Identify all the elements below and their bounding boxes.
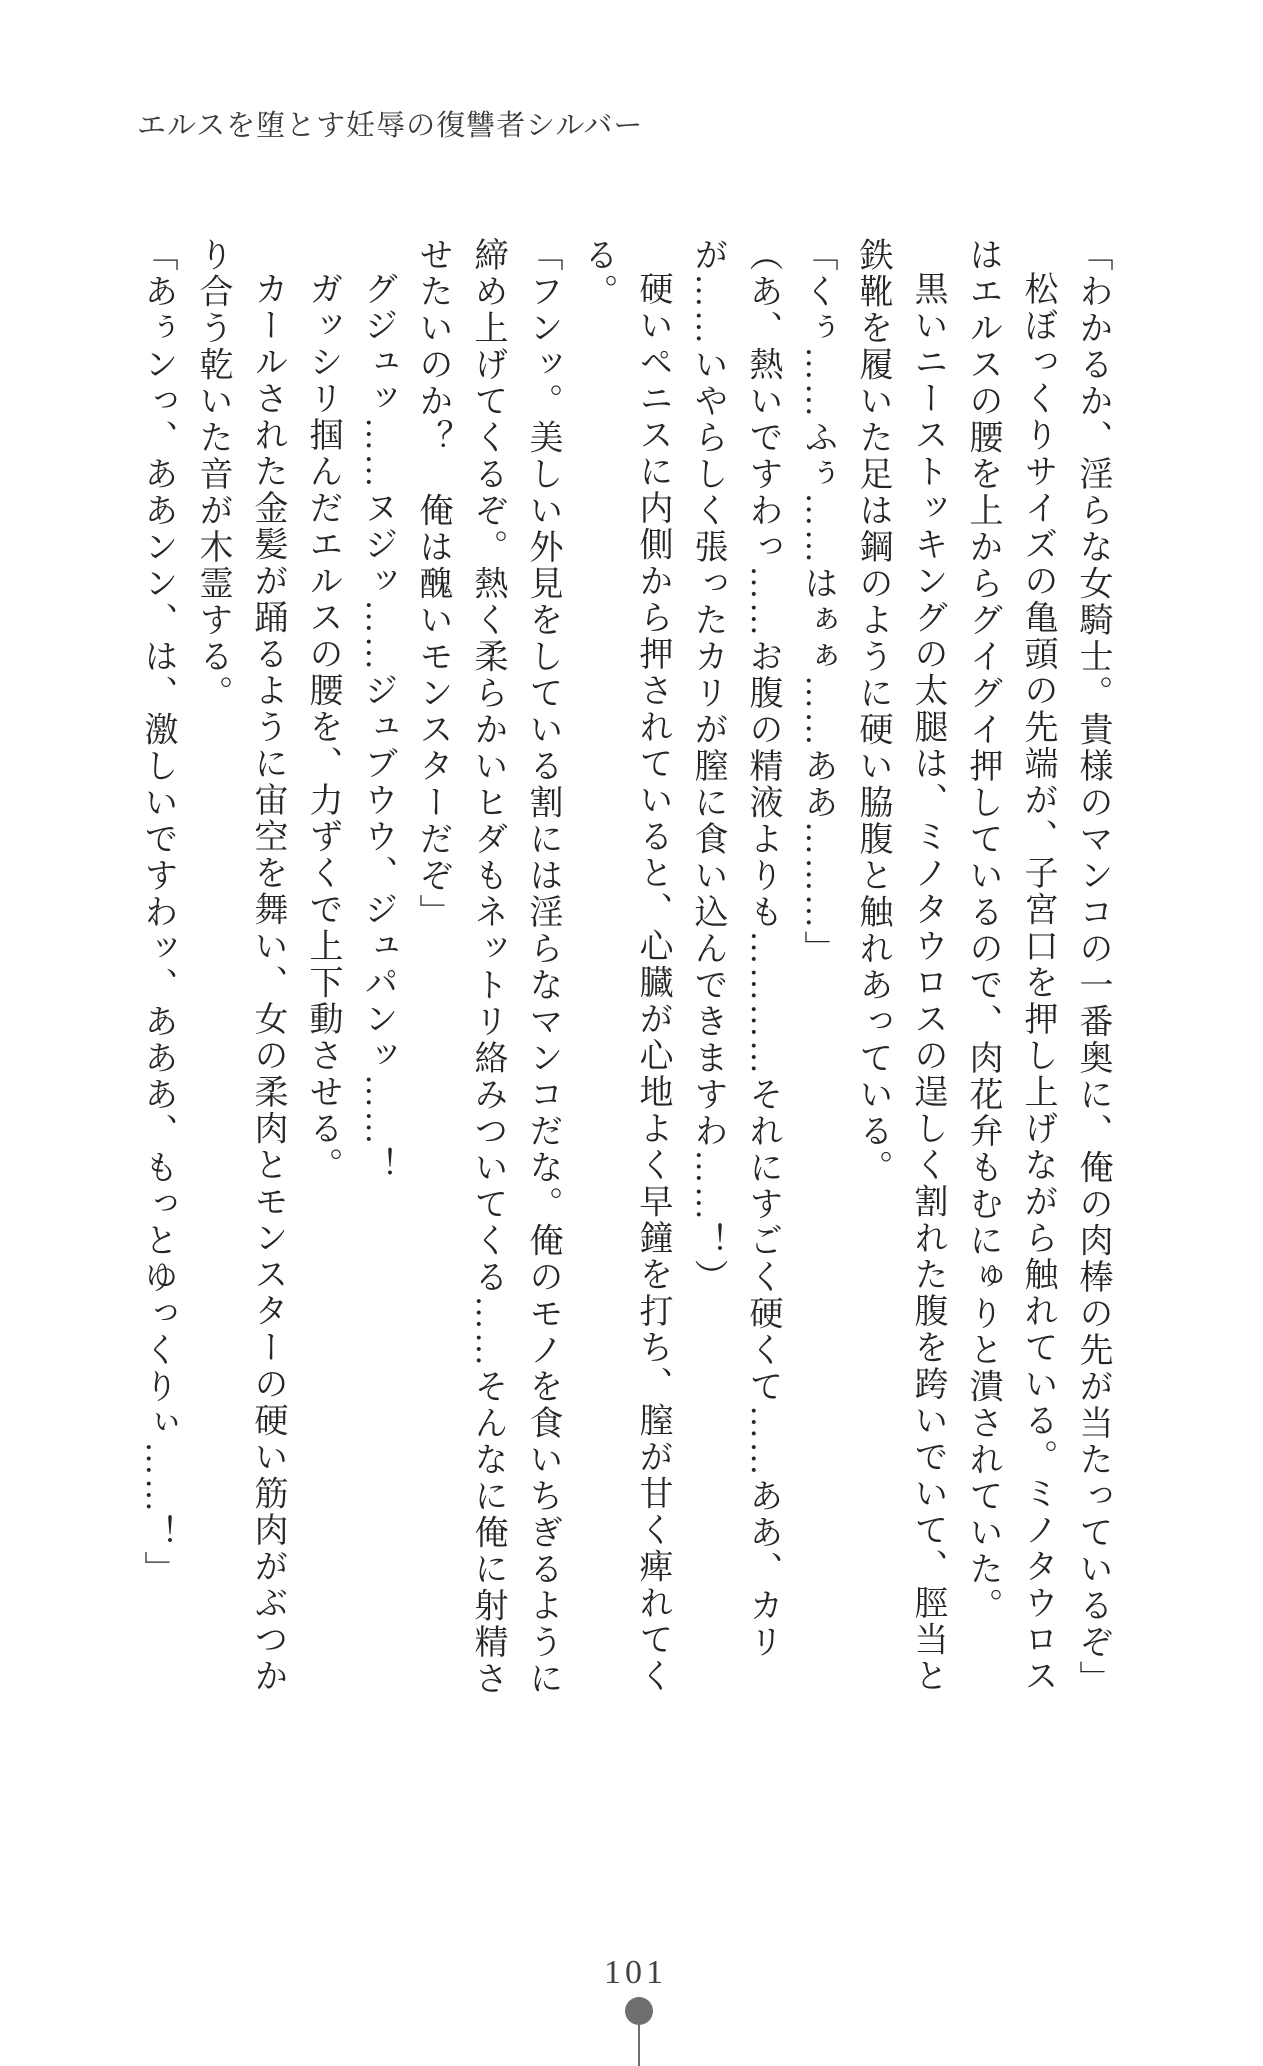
running-header: [137, 103, 643, 144]
header-title: エルスを堕とす妊辱の復讐者シルバー: [137, 110, 644, 142]
main-text: [108, 237, 1120, 1707]
paragraph: （あ、熱いですわっ……お腹の精液よりも…………それにすごく硬くて……ああ、カリが……いやらしく張ったカリが膣に食い込んできますわ……！）: [689, 237, 781, 1661]
paragraph: 「くぅ……ふぅ……はぁぁ……ああ………」: [799, 237, 836, 967]
paragraph: カールされた金髪が踊るように宙空を舞い、女の柔肉とモンスターの硬い筋肉がぶつかり合う乾いた音が木霊する。: [194, 237, 286, 1695]
footer-ornament-line: [638, 2010, 640, 2066]
paragraph: 「フンッ。美しい外見をしている割には淫らなマンコだな。俺のモノを食いちぎるように締め上げてくるぞ。熱く柔らかいヒダもネットリ絡みついてくる……そんなに俺に射精させたいのか？ 俺は醜いモンスターだぞ」: [414, 237, 561, 1697]
paragraph: ガッシリ掴んだエルスの腰を、力ずくで上下動させる。: [304, 271, 341, 1184]
paragraph: 硬いペニスに内側から押されていると、心臓が心地よく早鐘を打ち、膣が甘く痺れてくる。: [579, 237, 671, 1695]
paragraph: 「わかるか、淫らな女騎士。貴様のマンコの一番奥に、俺の肉棒の先が当たっているぞ」: [1074, 237, 1111, 1697]
paragraph: 黒いニーストッキングの太腿は、ミノタウロスの逞しく割れた腹を跨いでいて、脛当と鉄靴を履いた足は鋼のように硬い脇腹と触れあっている。: [854, 237, 946, 1695]
page-number: 101: [604, 1954, 667, 1991]
paragraph: 松ぼっくりサイズの亀頭の先端が、子宮口を押し上げながら触れている。ミノタウロスはエルスの腰を上からグイグイ押しているので、肉花弁もむにゅりと潰されていた。: [964, 237, 1056, 1695]
paragraph: 「あぅンっ、ああンン、は、激しいですわッ、あああ、もっとゆっくりぃ……！」: [139, 237, 176, 1588]
paragraph: グジュッ……ヌジッ……ジュブウウ、ジュパンッ……！: [359, 271, 396, 1184]
